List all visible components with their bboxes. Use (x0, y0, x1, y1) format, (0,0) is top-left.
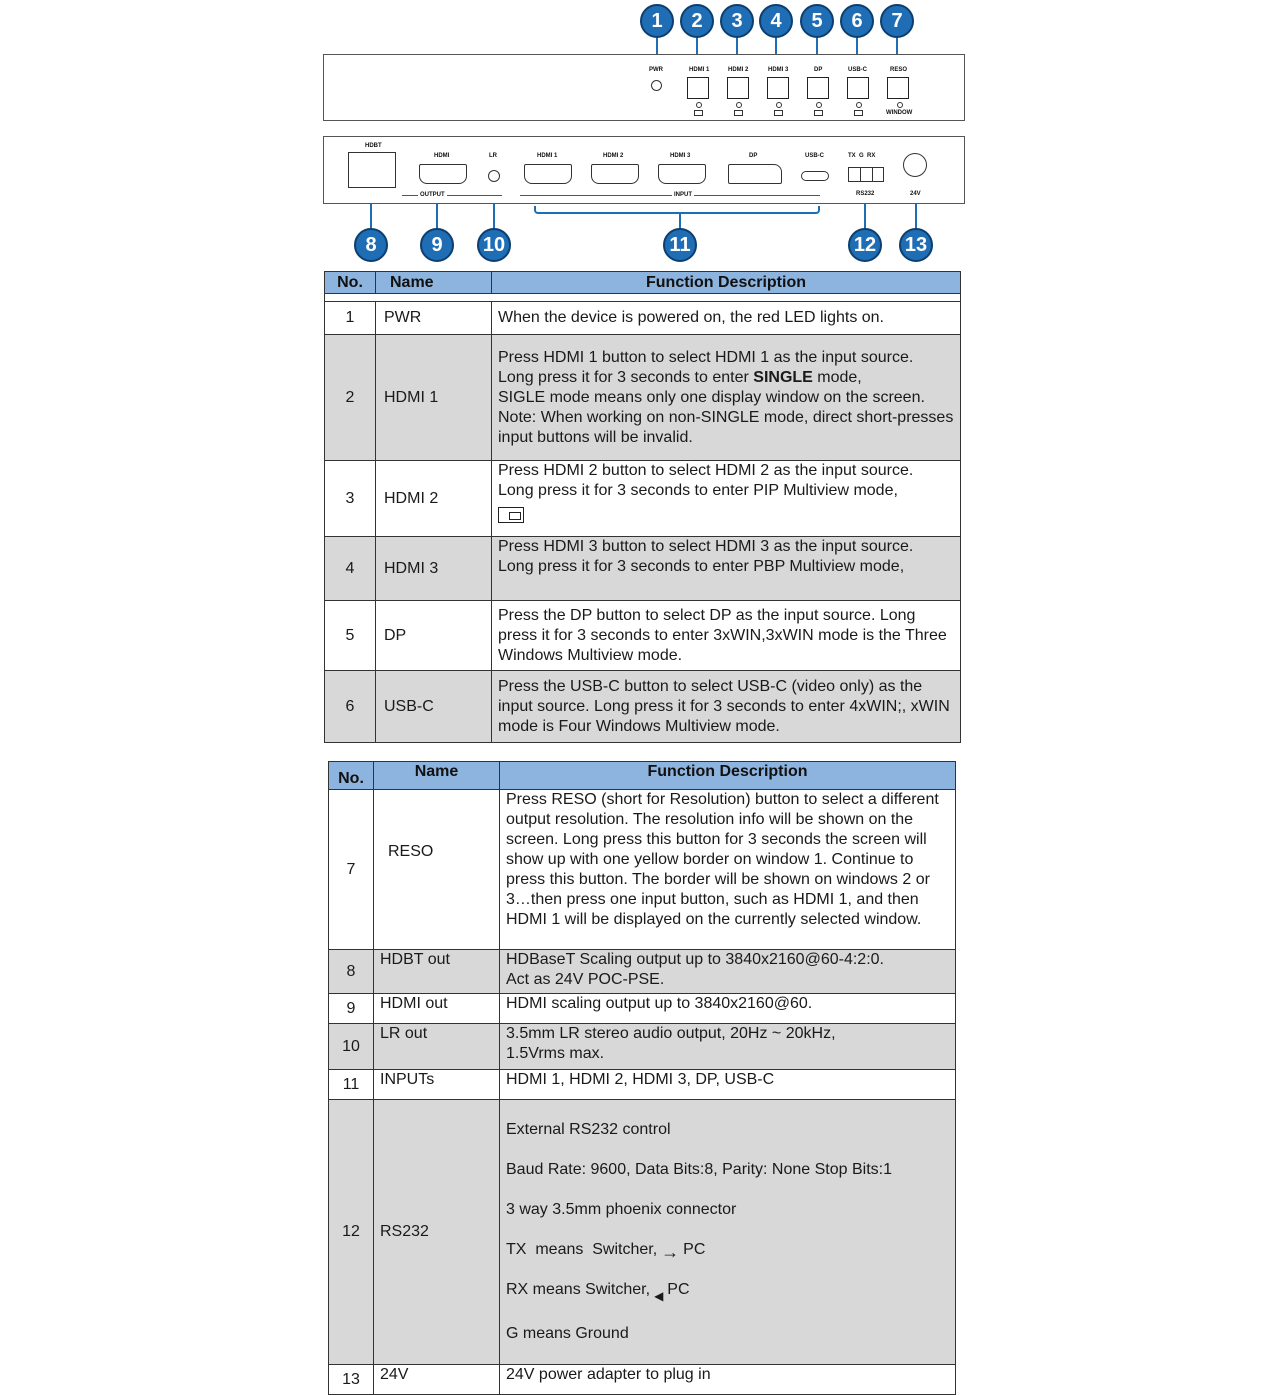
row-name: HDMI 1 (376, 335, 492, 461)
input-usbc-label: USB-C (805, 153, 824, 159)
row-name: DP (376, 601, 492, 671)
callout-line (856, 38, 858, 54)
hdmi2-button[interactable] (727, 77, 749, 99)
table-row (329, 950, 956, 994)
callout-marker-2: 2 (680, 4, 714, 38)
tx-pc: PC (683, 1241, 706, 1258)
input-usbc-port (801, 171, 829, 181)
rx-line (506, 1280, 949, 1304)
row-name: HDMI out (374, 994, 500, 1024)
hdmi-out-port (419, 164, 467, 184)
table-row (325, 461, 961, 537)
callout-line (775, 38, 777, 54)
rs232-pin-divider (872, 167, 873, 182)
table-row (329, 1100, 956, 1365)
dp-button[interactable] (807, 77, 829, 99)
right-arrow-icon: → (661, 1242, 680, 1262)
callout-line (493, 204, 495, 230)
row-no: 7 (329, 790, 374, 950)
desc-line: 3 way 3.5mm phoenix connector (506, 1201, 737, 1218)
row-no: 11 (329, 1070, 374, 1100)
row-desc: Press RESO (short for Resolution) button to select a different output resolution. The resolution info will be shown on the screen. Long press this button for 3 seconds the screen will show up with one yellow border on window 1. Continue to press this button. The border will be shown on windows 2 or 3…then press one input button, such as HDMI 1, and then HDMI 1 will be displayed on the currently selected window. (500, 790, 956, 950)
table-row (325, 671, 961, 743)
row-no: 10 (329, 1024, 374, 1070)
hdbt-label: HDBT (365, 143, 382, 149)
input-hdmi1-port (524, 164, 572, 184)
hdmi2-led (736, 102, 742, 108)
row-no: 13 (329, 1365, 374, 1395)
lr-label: LR (489, 153, 497, 159)
row-name: RESO (374, 790, 500, 950)
row-desc: Press the USB-C button to select USB-C (video only) as the input source. Long press it for 3 seconds to enter 4xWIN;, xWIN mode is Four Windows Multiview mode. (492, 671, 961, 743)
table-row (325, 302, 961, 335)
desc-part: Press HDMI 1 button to select HDMI 1 as the input source. Long press it for 3 seconds to enter (498, 348, 914, 386)
callout-marker-5: 5 (800, 4, 834, 38)
input-hdmi2-port (591, 164, 639, 184)
row-name: INPUTs (374, 1070, 500, 1100)
row-name: PWR (376, 302, 492, 335)
callout-marker-13: 13 (899, 228, 933, 262)
output-label: OUTPUT (420, 192, 445, 198)
row-no: 3 (325, 461, 376, 537)
row-no: 5 (325, 601, 376, 671)
hdmi2-button-label: HDMI 2 (728, 67, 749, 73)
rs232-pins-label: TX G RX (848, 153, 876, 159)
row-desc (492, 335, 961, 461)
callout-line (656, 38, 658, 54)
reso-button[interactable] (887, 77, 909, 99)
row-desc: HDBaseT Scaling output up to 3840x2160@60-4:2:0. Act as 24V POC-PSE. (500, 950, 956, 994)
hdmi1-button[interactable] (687, 77, 709, 99)
row-name: RS232 (374, 1100, 500, 1365)
rs232-label: RS232 (856, 191, 875, 197)
callout-marker-7: 7 (880, 4, 914, 38)
pip-inner-window (509, 512, 521, 520)
row-desc (500, 1100, 956, 1365)
tx-line (506, 1240, 949, 1260)
four-window-icon (854, 110, 863, 116)
header-spacer (325, 294, 961, 302)
row-name: 24V (374, 1365, 500, 1395)
usbc-led (856, 102, 862, 108)
header-no: No. (329, 762, 374, 790)
table-header-row (325, 272, 961, 294)
row-no: 4 (325, 537, 376, 601)
header-name: Name (374, 762, 500, 790)
input-bracket-line (520, 195, 820, 196)
table-row (329, 1365, 956, 1395)
usbc-button[interactable] (847, 77, 869, 99)
single-window-icon (694, 110, 703, 116)
callout-marker-1: 1 (640, 4, 674, 38)
row-desc: When the device is powered on, the red LED lights on. (492, 302, 961, 335)
row-no: 6 (325, 671, 376, 743)
table-row (329, 1070, 956, 1100)
row-no: 12 (329, 1100, 374, 1365)
hdmi-out-label: HDMI (434, 153, 450, 159)
row-no: 9 (329, 994, 374, 1024)
output-bracket-line (402, 195, 502, 196)
desc-part: mode, SIGLE mode means only one display window on the screen. Note: When working on non-SINGLE mode, direct short-presses input buttons will be invalid. (498, 368, 954, 446)
callout-marker-9: 9 (420, 228, 454, 262)
row-desc: Press the DP button to select DP as the input source. Long press it for 3 seconds to enter 3xWIN,3xWIN mode is the Three Windows Multiview mode. (492, 601, 961, 671)
function-table-2 (328, 761, 956, 1395)
pwr-led (651, 80, 662, 91)
callout-line (370, 204, 372, 230)
usbc-button-label: USB-C (848, 67, 867, 73)
window-label: WINDOW (886, 110, 913, 116)
dp-button-label: DP (814, 67, 823, 73)
table-row (325, 537, 961, 601)
callout-line (896, 38, 898, 54)
row-desc: Press HDMI 3 button to select HDMI 3 as the input source. Long press it for 3 seconds to enter PBP Multiview mode, (492, 537, 961, 601)
left-arrow-icon: ◀ (654, 1289, 664, 1303)
hdmi1-led (696, 102, 702, 108)
row-name: HDMI 3 (376, 537, 492, 601)
row-no: 2 (325, 335, 376, 461)
input-dp-label: DP (749, 153, 758, 159)
power-port (903, 153, 927, 177)
row-name: USB-C (376, 671, 492, 743)
inputs-bracket (534, 206, 820, 214)
pip-mode-icon (498, 507, 524, 523)
callout-line (436, 204, 438, 230)
table-row (325, 601, 961, 671)
table-header-row (329, 762, 956, 790)
table-row (329, 1024, 956, 1070)
lr-port (488, 170, 500, 182)
table-row (329, 790, 956, 950)
tx-text: TX means Switcher, (506, 1241, 658, 1258)
row-name: HDMI 2 (376, 461, 492, 537)
callout-line (736, 38, 738, 54)
rx-text: RX means Switcher, (506, 1281, 651, 1298)
hdmi3-led (776, 102, 782, 108)
header-name: Name (376, 272, 492, 294)
reso-button-label: RESO (890, 67, 908, 73)
row-desc (492, 461, 961, 537)
callout-marker-3: 3 (720, 4, 754, 38)
callout-line (915, 204, 917, 230)
desc-line: Baud Rate: 9600, Data Bits:8, Parity: None Stop Bits:1 (506, 1161, 892, 1178)
pbp-icon (774, 110, 783, 116)
callout-marker-10: 10 (477, 228, 511, 262)
input-label: INPUT (674, 192, 692, 198)
three-window-icon (814, 110, 823, 116)
row-name: LR out (374, 1024, 500, 1070)
input-hdmi2-label: HDMI 2 (603, 153, 624, 159)
hdmi3-button-label: HDMI 3 (768, 67, 789, 73)
header-function: Function Description (492, 272, 961, 294)
reso-led (897, 102, 903, 108)
input-hdmi3-label: HDMI 3 (670, 153, 691, 159)
pip-icon (734, 110, 743, 116)
rx-pc: PC (667, 1281, 690, 1298)
row-desc: HDMI scaling output up to 3840x2160@60. (500, 994, 956, 1024)
input-hdmi1-label: HDMI 1 (537, 153, 558, 159)
dp-led (816, 102, 822, 108)
row-name: HDBT out (374, 950, 500, 994)
desc-line: G means Ground (506, 1325, 629, 1342)
desc-text: Press HDMI 2 button to select HDMI 2 as the input source. Long press it for 3 seconds to enter PIP Multiview mode, (498, 462, 914, 499)
input-hdmi3-port (658, 164, 706, 184)
row-no: 1 (325, 302, 376, 335)
row-desc: 24V power adapter to plug in (500, 1365, 956, 1395)
callout-marker-6: 6 (840, 4, 874, 38)
row-desc: 3.5mm LR stereo audio output, 20Hz ~ 20kHz, 1.5Vrms max. (500, 1024, 956, 1070)
callout-marker-8: 8 (354, 228, 388, 262)
hdmi3-button[interactable] (767, 77, 789, 99)
rs232-pin-divider (860, 167, 861, 182)
row-no: 8 (329, 950, 374, 994)
header-function: Function Description (500, 762, 956, 790)
pwr-label: PWR (649, 67, 663, 73)
callout-line (864, 204, 866, 230)
desc-line: External RS232 control (506, 1121, 671, 1138)
callout-marker-12: 12 (848, 228, 882, 262)
hdmi1-button-label: HDMI 1 (689, 67, 710, 73)
callout-line (696, 38, 698, 54)
table-header-spacer (325, 294, 961, 302)
hdbt-port (348, 152, 396, 188)
rs232-port (848, 167, 884, 182)
header-no: No. (325, 272, 376, 294)
function-table-1 (324, 271, 961, 743)
power-label: 24V (910, 191, 921, 197)
callout-marker-4: 4 (759, 4, 793, 38)
single-mode-bold: SINGLE (753, 368, 813, 386)
table-row (329, 994, 956, 1024)
callout-line (816, 38, 818, 54)
row-desc: HDMI 1, HDMI 2, HDMI 3, DP, USB-C (500, 1070, 956, 1100)
callout-marker-11: 11 (663, 228, 697, 262)
input-dp-port (728, 164, 782, 184)
table-row (325, 335, 961, 461)
